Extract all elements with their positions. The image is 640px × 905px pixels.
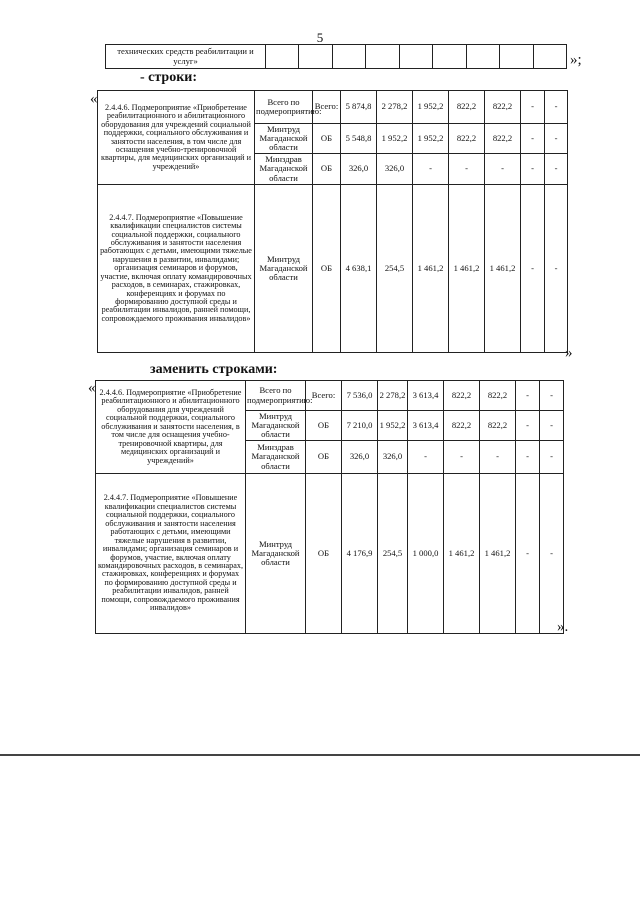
value-cell: 1 461,2 (480, 474, 516, 634)
executor-cell: Всего по подмероприятию: (246, 381, 306, 411)
value-cell: 5 874,8 (341, 91, 377, 124)
value-cell: 4 638,1 (341, 185, 377, 353)
value-cell: - (516, 441, 540, 474)
executor-cell: Минтруд Магаданской области (255, 185, 313, 353)
value-cell: 254,5 (377, 185, 413, 353)
value-cell: - (521, 91, 545, 124)
table-row (98, 185, 568, 353)
value-cell: 1 952,2 (413, 91, 449, 124)
value-cell: 822,2 (485, 91, 521, 124)
value-cell: 7 536,0 (342, 381, 378, 411)
value-cell: - (408, 441, 444, 474)
value-cell: 254,5 (378, 474, 408, 634)
executor-cell: Всего по подмероприятию: (255, 91, 313, 124)
value-cell: 1 461,2 (413, 185, 449, 353)
value-cell: 1 000,0 (408, 474, 444, 634)
value-cell: 822,2 (480, 411, 516, 441)
value-cell: 326,0 (377, 154, 413, 185)
value-cell: - (521, 124, 545, 154)
source-cell: ОБ (306, 441, 342, 474)
new-r1-desc: 2.4.4.6. Подмероприятие «Приобретение реабилитационного и абилитационного оборудования для учреждений социальной поддержки, социального обслуживания и занятости населения, в том числе для оснащения учебно-тренировочной квартиры, для медицинских организаций и учреждений» (96, 381, 246, 474)
table-row (96, 381, 564, 411)
value-cell: - (413, 154, 449, 185)
value-cell: 3 613,4 (408, 381, 444, 411)
value-cell: 5 548,8 (341, 124, 377, 154)
value-cell: 1 461,2 (485, 185, 521, 353)
old-quote-close: » (565, 345, 573, 361)
source-cell: ОБ (313, 185, 341, 353)
executor-cell: Минтруд Магаданской области (255, 124, 313, 154)
value-cell: - (540, 381, 564, 411)
new-quote-open: « (88, 380, 96, 396)
source-cell: Всего: (313, 91, 341, 124)
value-cell: - (540, 411, 564, 441)
value-cell: - (545, 124, 568, 154)
value-cell: 822,2 (480, 381, 516, 411)
value-cell: 822,2 (444, 381, 480, 411)
value-cell: - (516, 381, 540, 411)
value-cell: 1 952,2 (378, 411, 408, 441)
old-r1-desc: 2.4.4.6. Подмероприятие «Приобретение реабилитационного и абилитационного оборудования для учреждений социальной поддержки, социального обслуживания и занятости населения, в том числе для оснащения учебно-тренировочной квартиры, для медицинских организаций и учреждений» (98, 91, 255, 185)
value-cell: 4 176,9 (342, 474, 378, 634)
caption-replace: заменить строками: (150, 362, 278, 377)
top-row-text: технических средств реабилитации и услуг» (106, 45, 266, 69)
value-cell: - (545, 91, 568, 124)
value-cell: 1 461,2 (449, 185, 485, 353)
page-number: 5 (316, 30, 324, 45)
value-cell: - (516, 411, 540, 441)
value-cell: 822,2 (449, 91, 485, 124)
value-cell: 3 613,4 (408, 411, 444, 441)
top-end-mark: »; (570, 52, 582, 68)
new-r2-desc: 2.4.4.7. Подмероприятие «Повышение квалификации специалистов системы социальной поддержки, социального обслуживания и занятости населения работающих с детьми, имеющими тяжелые нарушения в развитии, инвалидами; организация семинаров и форумов, участие, включая оплату командировочных расходов, в семинарах, стажировках, конференциях и форумах по формированию доступной среды и реабилитации инвалидов, ранней помощи, сопровождаемого проживания инвалидов» (96, 474, 246, 634)
value-cell: 7 210,0 (342, 411, 378, 441)
old-r2-desc: 2.4.4.7. Подмероприятие «Повышение квалификации специалистов системы социальной поддержки, социального обслуживания и занятости населения работающих с детьми, имеющими тяжелые нарушения в развитии, инвалидами; организация семинаров и форумов, участие, включая оплату командировочных расходов, в семинарах, стажировках, конференциях и форумах по формированию доступной среды и реабилитации инвалидов, ранней помощи, сопровождаемого проживания инвалидов» (98, 185, 255, 353)
old-quote-open: « (90, 91, 98, 107)
value-cell: - (444, 441, 480, 474)
caption-strings: - строки: (140, 70, 198, 85)
value-cell: 326,0 (341, 154, 377, 185)
old-rows-table (97, 90, 568, 353)
value-cell: - (480, 441, 516, 474)
value-cell: 822,2 (449, 124, 485, 154)
divider (0, 754, 640, 756)
new-rows-table (95, 380, 564, 634)
source-cell: Всего: (306, 381, 342, 411)
value-cell: 822,2 (485, 124, 521, 154)
value-cell: - (449, 154, 485, 185)
source-cell: ОБ (313, 154, 341, 185)
value-cell: 2 278,2 (378, 381, 408, 411)
source-cell: ОБ (306, 411, 342, 441)
value-cell: - (540, 474, 564, 634)
value-cell: - (545, 154, 568, 185)
value-cell: 822,2 (444, 411, 480, 441)
table-row (96, 474, 564, 634)
executor-cell: Минтруд Магаданской области (246, 474, 306, 634)
source-cell: ОБ (313, 124, 341, 154)
executor-cell: Минтруд Магаданской области (246, 411, 306, 441)
value-cell: - (521, 185, 545, 353)
value-cell: 2 278,2 (377, 91, 413, 124)
value-cell: 1 952,2 (377, 124, 413, 154)
value-cell: 326,0 (378, 441, 408, 474)
source-cell: ОБ (306, 474, 342, 634)
value-cell: 1 952,2 (413, 124, 449, 154)
executor-cell: Минздрав Магаданской области (255, 154, 313, 185)
executor-cell: Минздрав Магаданской области (246, 441, 306, 474)
value-cell: - (485, 154, 521, 185)
top-continuation-table (105, 44, 567, 69)
new-quote-close: ». (557, 619, 569, 635)
value-cell: 1 461,2 (444, 474, 480, 634)
value-cell: 326,0 (342, 441, 378, 474)
table-row (98, 91, 568, 124)
value-cell: - (516, 474, 540, 634)
value-cell: - (521, 154, 545, 185)
value-cell: - (540, 441, 564, 474)
value-cell: - (545, 185, 568, 353)
